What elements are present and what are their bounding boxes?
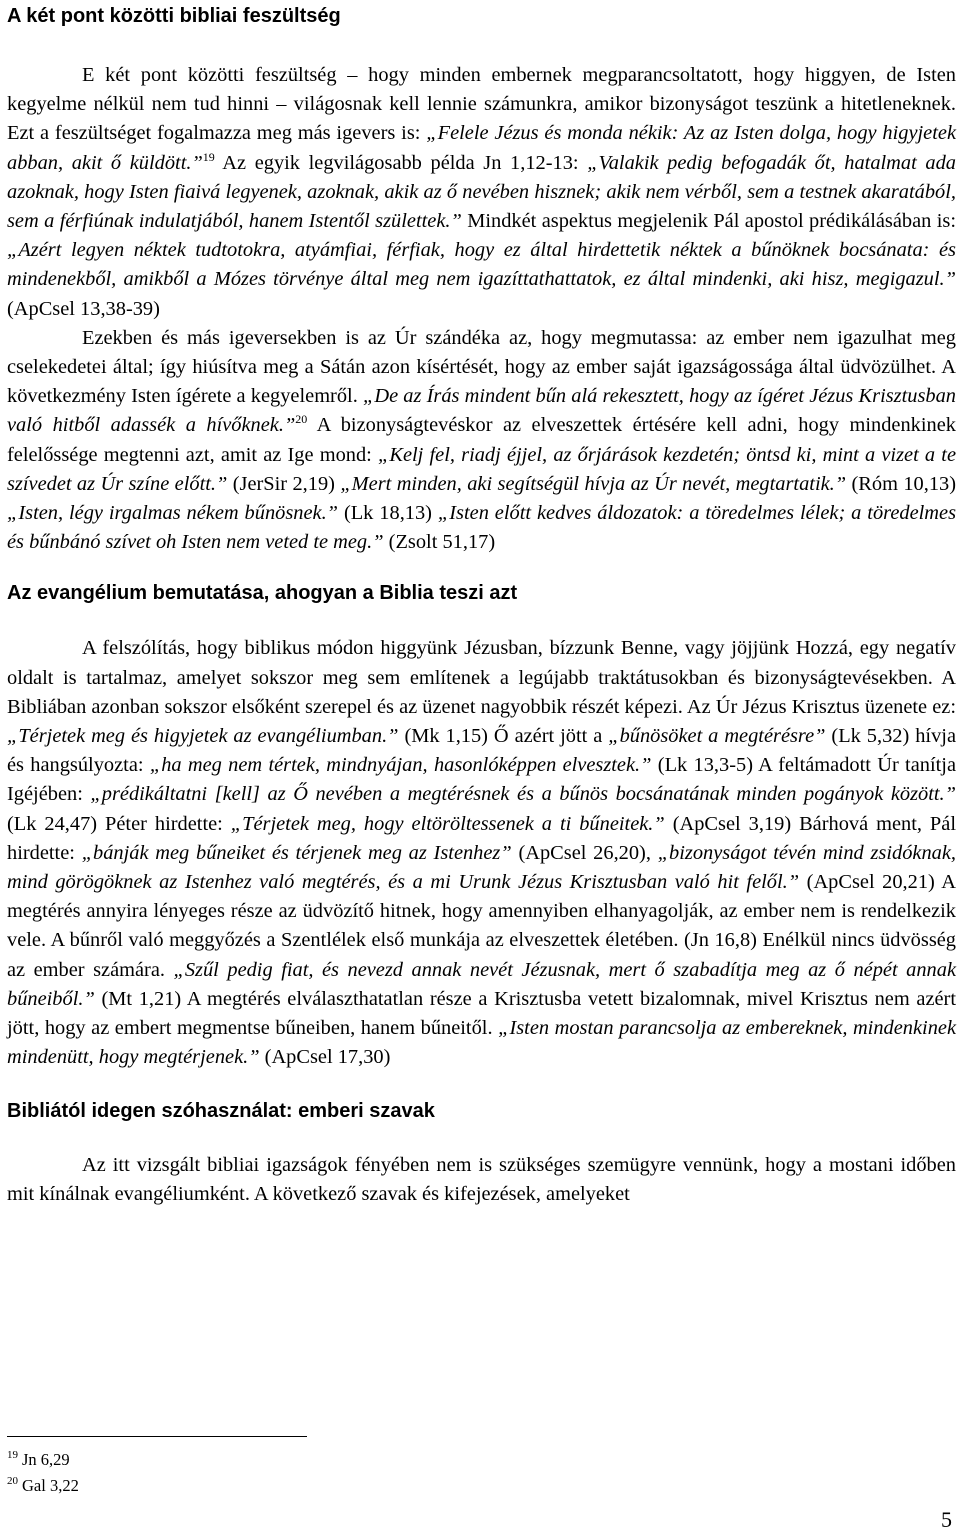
text-run: Az egyik legvilágosabb példa Jn 1,12-13: — [214, 151, 588, 174]
scripture-quote: „Szűl pedig fiat, és nevezd annak nevét Jézusnak, mert ő szabadítja meg az ő népét annak bűneiből.” — [7, 958, 956, 1010]
footnote-number: 20 — [7, 1475, 18, 1487]
footnote-ref-20: 20 — [295, 412, 308, 427]
footnote-text: Gal 3,22 — [22, 1476, 79, 1495]
text-run: (Lk 24,47) Péter hirdette: — [7, 812, 231, 835]
text-run: (ApCsel 13,38-39) — [7, 297, 160, 320]
text-run: (Lk 5,32) hívja és hangsúlyozta: — [7, 725, 956, 777]
scripture-quote: „Isten előtt kedves áldozatok: a töredelmes lélek; a töredelmes és bűnbánó szívet oh Isten nem veted te meg.” — [7, 502, 957, 554]
scripture-quote: „bánják meg bűneiket és térjenek meg az Istenhez” — [81, 841, 512, 864]
text-run: (ApCsel 26,20), — [511, 841, 658, 864]
footnote-number: 19 — [7, 1449, 18, 1461]
scripture-quote: „Valakik pedig befogadák őt, hatalmat ada azoknak, hogy Isten fiaivá legyenek, azoknak, akik az ő nevében hisznek; akik nem vérből, sem a testnek akaratából, sem a férfiúnak indulatjából, hanem Istentől születtek.” — [7, 151, 956, 233]
text-run: (Róm 10,13) — [846, 472, 956, 495]
text-run: (ApCsel 20,21) A megtérés annyira lényeges része az üdvözítő hitnek, hogy amennyiben elhanyagolják, az ember nem is rendelkezik vele. A bűnről való meggyőzés a Szentlélek első munkája az elveszettek életében. (Jn 16,8) Enélkül nincs üdvösség az ember számára. — [7, 871, 956, 981]
text-run: (ApCsel 17,30) — [259, 1046, 391, 1069]
scripture-quote: „Mert minden, aki segítségül hívja az Úr nevét, megtartatik.” — [340, 472, 847, 495]
text-run: (Mt 1,21) A megtérés elválaszthatatlan része a Krisztusba vetett bizalomnak, mivel Krisztus nem azért jött, hogy az embert megmentse bűneiben, hanem bűneitől. — [7, 987, 956, 1040]
text-run: E két pont közötti feszültség – hogy minden embernek megparancsoltatott, hogy higgyen, de Isten kegyelme nélkül nem tud hinni – világosnak kell lennie számunkra, amikor bizonyságot teszünk a hitetleneknek. Ezt a feszültséget fogalmazza meg más igevers is: — [7, 64, 956, 145]
document-page — [7, 0, 956, 1209]
footnote-20 — [7, 1473, 79, 1499]
text-run: Mindkét aspektus megjelenik Pál apostol prédikálásában is: — [461, 210, 956, 233]
section-heading-tension: A két pont közötti bibliai feszültség — [7, 5, 341, 27]
scripture-quote: „Isten, légy irgalmas nékem bűnösnek.” — [7, 502, 339, 525]
text-run: (ApCsel 3,19) Bárhová ment, Pál hirdette: — [7, 812, 956, 864]
footnote-divider — [7, 1436, 307, 1437]
scripture-quote: „prédikáltatni [kell] az Ő nevében a megtérésnek és a bűnös bocsánatának minden pogányok között.” — [90, 783, 956, 806]
footnote-19 — [7, 1447, 79, 1473]
text-run: (Zsolt 51,17) — [383, 531, 496, 554]
text-run: (Lk 18,13) — [338, 502, 438, 525]
footnote-text: Jn 6,29 — [22, 1450, 70, 1469]
paragraph-foreign-words: Az itt vizsgált bibliai igazságok fényében nem is szükséges szemügyre vennünk, hogy a mostani időben mit kínálnak evangéliumként. A következő szavak és kifejezések, amelyeket — [7, 1153, 956, 1205]
text-run: (Lk 13,3-5) A feltámadott Úr tanítja Igéjében: — [7, 754, 957, 806]
footnotes — [7, 1447, 79, 1499]
scripture-quote: „Isten mostan parancsolja az embereknek, mindenkinek mindenütt, hogy megtérjenek.” — [7, 1017, 956, 1069]
scripture-quote: „bűnösöket a megtérésre” — [608, 725, 826, 748]
text-run: A felszólítás, hogy biblikus módon higgyünk Jézusban, bízzunk Benne, vagy jöjjünk Hozzá, egy negatív oldalt is tartalmaz, amelyet sokszor meg sem említenek a legújabb traktátusokban és bizonyságtevésekben. A Bibliában azonban sokszor elsőként szerepel és az üzenet nagyobbik részét képezi. Az Úr Jézus Krisztus üzenete ez: — [7, 637, 956, 718]
text-run: (Mk 1,15) Ő azért jött a — [398, 725, 609, 748]
footnote-ref-19: 19 — [202, 149, 215, 164]
text-run: Ezekben és más igeversekben is az Úr szándéka az, hogy megmutassa: az ember nem igazulhat meg cselekedetei által; így hiúsítva meg a Sátán azon kísértését, hogy az ember saját igazságossága által üdvözülhet. A következmény Isten ígérete a kegyelemről. — [7, 326, 956, 408]
scripture-quote: „bizonyságot tévén mind zsidóknak, mind görögöknek az Istenhez való megtérés, és a mi Urunk Jézus Krisztusban való hit felől.” — [7, 841, 956, 894]
scripture-quote: „Felele Jézus és monda nékik: Az az Isten dolga, hogy higyjetek abban, akit ő küldött.” — [7, 122, 957, 174]
scripture-quote: „Azért legyen néktek tudtotokra, atyámfiai, férfiak, hogy ez által hirdettetik néktek a bűnöknek bocsánata: és mindenekből, amikből a Mózes törvénye által meg nem igazíttathattatok, ez által mindenki, aki hisz, megigazul.” — [7, 239, 956, 291]
section-heading-foreign-words: Bibliától idegen szóhasználat: emberi szavak — [7, 1099, 435, 1122]
paragraph-tension — [7, 61, 956, 324]
scripture-quote: „ha meg nem tértek, mindnyájan, hasonlóképpen elvesztek.” — [149, 754, 652, 777]
section-heading-gospel: Az evangélium bemutatása, ahogyan a Biblia teszi azt — [7, 582, 518, 605]
scripture-quote: „Kelj fel, riadj éjjel, az őrjárások kezdetén; öntsd ki, mint a vizet a te szívedet az Úr színe előtt.” — [7, 443, 956, 495]
page-number: 5 — [941, 1507, 952, 1532]
paragraph-gospel — [7, 634, 956, 1072]
scripture-quote: „De az Írás mindent bűn alá rekesztett, hogy az ígéret Jézus Krisztusban való hitből adassék a hívőknek.” — [7, 385, 957, 437]
paragraph-purpose — [7, 324, 956, 558]
scripture-quote: „Térjetek meg és higyjetek az evangéliumban.” — [7, 725, 399, 748]
text-run: A bizonyságtevéskor az elveszettek értésére kell adni, hogy mindenkinek felelőssége megtenni azt, amit az Ige mond: — [7, 414, 956, 466]
text-run: (JerSir 2,19) — [227, 472, 341, 495]
scripture-quote: „Térjetek meg, hogy eltöröltessenek a ti bűneitek.” — [230, 812, 665, 835]
